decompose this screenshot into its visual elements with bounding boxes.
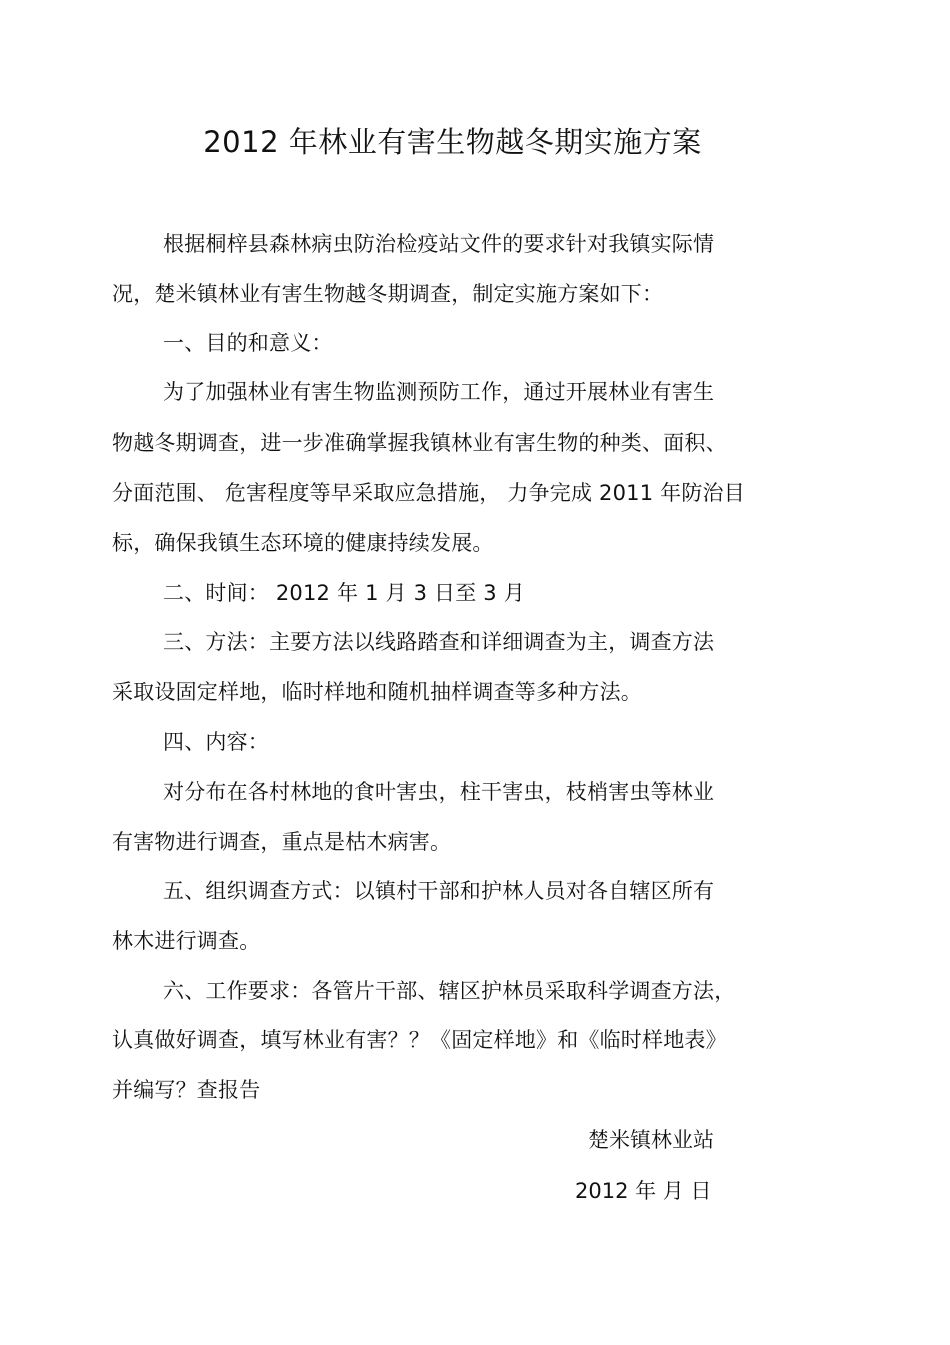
body-line: 物越冬期调查，进一步准确掌握我镇林业有害生物的种类、面积、 <box>112 431 727 455</box>
body-line: 根据桐梓县森林病虫防治检疫站文件的要求针对我镇实际情 <box>163 232 715 256</box>
section-heading: 一、目的和意义： <box>163 331 333 355</box>
body-line: 为了加强林业有害生物监测预防工作，通过开展林业有害生 <box>163 380 715 404</box>
body-line: 林木进行调查。 <box>112 929 261 953</box>
section-heading: 四、内容： <box>163 730 269 754</box>
section-heading: 五、组织调查方式：以镇村干部和护林人员对各自辖区所有 <box>163 879 715 903</box>
body-line: 有害物进行调查，重点是枯木病害。 <box>112 830 452 854</box>
body-line: 认真做好调查，填写林业有害？？《固定样地》和《临时样地表》 <box>112 1028 727 1052</box>
body-line: 况，楚米镇林业有害生物越冬期调查，制定实施方案如下： <box>112 282 664 306</box>
body-line: 标，确保我镇生态环境的健康持续发展。 <box>112 531 494 555</box>
body-line: 并编写？查报告 <box>112 1078 261 1102</box>
section-heading: 三、方法：主要方法以线路踏查和详细调查为主，调查方法 <box>163 630 715 654</box>
body-line: 采取设固定样地，临时样地和随机抽样调查等多种方法。 <box>112 680 642 704</box>
body-line: 对分布在各村林地的食叶害虫，柱干害虫，枝梢害虫等林业 <box>163 780 715 804</box>
document-title: 2012 年林业有害生物越冬期实施方案 <box>203 125 702 159</box>
body-line: 分面范围、 危害程度等早采取应急措施， 力争完成 2011 年防治目 <box>112 481 745 505</box>
section-heading: 六、工作要求：各管片干部、辖区护林员采取科学调查方法， <box>163 979 736 1003</box>
signature-date: 2012 年 月 日 <box>575 1179 712 1203</box>
signature-org: 楚米镇林业站 <box>588 1128 714 1152</box>
section-heading: 二、时间： 2012 年 1 月 3 日至 3 月 <box>163 581 525 605</box>
